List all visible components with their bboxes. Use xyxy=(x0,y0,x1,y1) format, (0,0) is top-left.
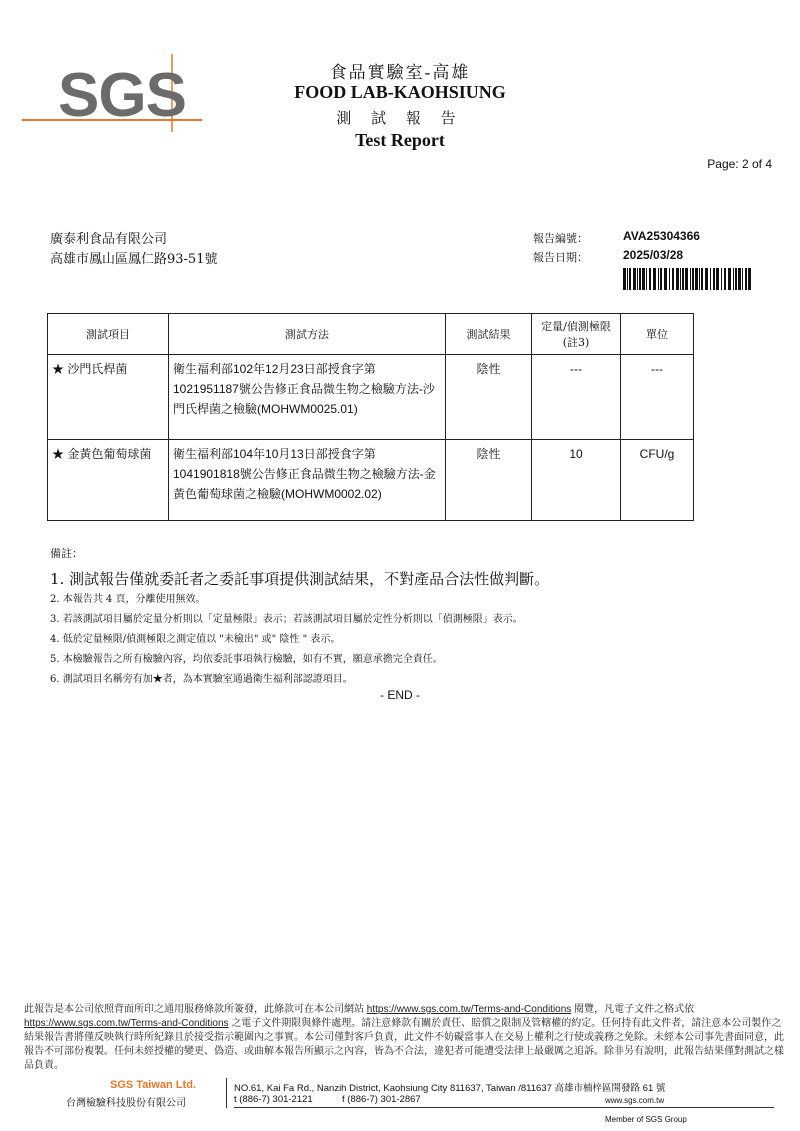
logo-text: SGS xyxy=(58,61,186,130)
report-title-cn: 測 試 報 告 xyxy=(336,111,464,127)
barcode-bar xyxy=(745,268,747,290)
barcode-bar xyxy=(637,268,638,290)
report-title-en: Test Report xyxy=(355,130,445,150)
barcode-bar xyxy=(713,268,715,290)
barcode-bar xyxy=(669,268,670,290)
barcode-bar xyxy=(701,268,703,290)
barcode-bar xyxy=(735,268,737,290)
disclaimer-text: 閱覽，凡電子文件之格式依 xyxy=(571,1004,695,1015)
cell-result: 陰性 xyxy=(446,440,532,521)
client-address: 高雄市鳳山區鳳仁路93-51號 xyxy=(50,252,218,267)
page-number: Page: 2 of 4 xyxy=(707,157,772,171)
barcode-bar xyxy=(660,268,662,290)
barcode-bar xyxy=(629,268,631,290)
report-date-value: 2025/03/28 xyxy=(623,248,684,262)
barcode-bar xyxy=(748,268,751,290)
company-name-cn: 台灣檢驗科技股份有限公司 xyxy=(66,1098,186,1109)
barcode-bar xyxy=(733,268,734,290)
barcode-bar xyxy=(676,268,679,290)
report-date-label: 報告日期： xyxy=(533,251,588,264)
disclaimer xyxy=(24,1003,786,1073)
cell-result: 陰性 xyxy=(446,355,532,440)
barcode-bar xyxy=(742,268,743,290)
barcode-bar xyxy=(627,268,628,290)
results-table xyxy=(47,313,694,521)
barcode-bar xyxy=(692,268,694,290)
barcode-bar xyxy=(721,268,722,290)
barcode-bar xyxy=(728,268,731,290)
header-test-result: 測試結果 xyxy=(446,314,532,355)
barcode-bar xyxy=(623,268,626,290)
barcode-bar xyxy=(695,268,698,290)
cell-method: 衛生福利部102年12月23日部授食字第1021951187號公告修正食品微生物之檢驗方法-沙門氏桿菌之檢驗(MOHWM0025.01) xyxy=(169,355,446,440)
disclaimer-text: 此報告是本公司依照背面所印之通用服務條款所簽發，此條款可在本公司網站 xyxy=(24,1004,367,1015)
header-limit: 定量/偵測極限(註3) xyxy=(532,314,621,355)
cell-unit: CFU/g xyxy=(621,440,694,521)
barcode-bar xyxy=(658,268,659,290)
barcode-bar xyxy=(646,268,647,290)
terms-link[interactable]: https://www.sgs.com.tw/Terms-and-Conditions xyxy=(24,1018,229,1029)
table-row xyxy=(48,355,694,440)
company-address: NO.61, Kai Fa Rd., Nanzih District, Kaohsiung City 811637, Taiwan /811637 高雄市楠梓區開發路 61 號 xyxy=(234,1083,666,1094)
report-no-label: 報告編號： xyxy=(533,232,588,245)
barcode-bar xyxy=(633,268,636,290)
barcode-bar xyxy=(680,268,681,290)
cell-method: 衛生福利部104年10月13日部授食字第1041901818號公告修正食品微生物之檢驗方法-金黃色葡萄球菌之檢驗(MOHWM0002.02) xyxy=(169,440,446,521)
footer-divider xyxy=(226,1078,227,1108)
end-marker: - END - xyxy=(380,688,420,702)
barcode-bar xyxy=(705,268,708,290)
note-item: 3. 若該測試項目屬於定量分析則以「定量極限」表示；若該測試項目屬於定性分析則以「偵測極限」表示。 xyxy=(50,614,523,625)
lab-name-cn: 食品實驗室-高雄 xyxy=(329,63,471,82)
report-no-value: AVA25304366 xyxy=(623,229,700,243)
notes-title: 備註： xyxy=(50,547,83,560)
client-name: 廣泰利食品有限公司 xyxy=(50,232,168,247)
barcode-bar xyxy=(653,268,656,290)
note-item: 2. 本報告共 4 頁，分離使用無效。 xyxy=(50,594,206,605)
barcode xyxy=(623,268,751,290)
note-item: 4. 低於定量極限/偵測極限之測定值以 "未檢出" 或" 陰性 " 表示。 xyxy=(50,634,341,645)
header-test-item: 測試項目 xyxy=(48,314,169,355)
barcode-bar xyxy=(685,268,688,290)
lab-name-en: FOOD LAB-KAOHSIUNG xyxy=(294,82,506,102)
member-of-sgs: Member of SGS Group xyxy=(605,1115,687,1124)
note-item: 1. 測試報告僅就委託者之委託事項提供測試結果，不對產品合法性做判斷。 xyxy=(50,570,550,588)
cell-unit: --- xyxy=(621,355,694,440)
barcode-bar xyxy=(672,268,674,290)
barcode-bar xyxy=(738,268,741,290)
table-header-row xyxy=(48,314,694,355)
cell-limit: 10 xyxy=(532,440,621,521)
barcode-bar xyxy=(642,268,645,290)
disclaimer-text: 之電子文件期限與條件處理。請注意條款有關於責任、賠償之限制及管轄權的約定。任何持有此文件者，請注意本公司製作之結果報告書將僅反映執行時所紀錄且於接受指示範圍內之事實。本公司僅對客戶負責，此文件不妨礙當事人在交易上權利之行使或義務之免除。未經本公司事先書面同意，此報告不可部份複製。任何未經授權的變更、偽造、或曲解本報告所顯示之內容，皆為不合法，違犯者可能遭受法律上最嚴厲之追訴。除非另有說明，此報告結果僅對測試之樣品負責。 xyxy=(24,1018,784,1071)
terms-link[interactable]: https://www.sgs.com.tw/Terms-and-Conditions xyxy=(366,1004,572,1015)
company-tel: t (886-7) 301-2121 xyxy=(234,1094,313,1105)
barcode-bar xyxy=(699,268,700,290)
cell-limit: --- xyxy=(532,355,621,440)
header-unit: 單位 xyxy=(621,314,694,355)
cell-item: ★ 沙門氏桿菌 xyxy=(48,355,169,440)
cell-item: ★ 金黃色葡萄球菌 xyxy=(48,440,169,521)
company-name-en: SGS Taiwan Ltd. xyxy=(110,1079,196,1091)
barcode-bar xyxy=(639,268,641,290)
company-website[interactable]: www.sgs.com.tw xyxy=(605,1096,665,1105)
barcode-bar xyxy=(690,268,691,290)
company-fax: f (886-7) 301-2867 xyxy=(342,1094,421,1105)
footer-rule xyxy=(234,1107,774,1108)
barcode-bar xyxy=(724,268,726,290)
barcode-bar xyxy=(682,268,684,290)
barcode-bar xyxy=(649,268,651,290)
barcode-bar xyxy=(710,268,711,290)
barcode-bar xyxy=(664,268,667,290)
table-row xyxy=(48,440,694,521)
note-item: 6. 測試項目名稱旁有加★者，為本實驗室通過衛生福利部認證項目。 xyxy=(50,674,353,685)
header-test-method: 測試方法 xyxy=(169,314,446,355)
note-item: 5. 本檢驗報告之所有檢驗內容，均依委託事項執行檢驗，如有不實，願意承擔完全責任。 xyxy=(50,654,443,665)
barcode-bar xyxy=(716,268,719,290)
